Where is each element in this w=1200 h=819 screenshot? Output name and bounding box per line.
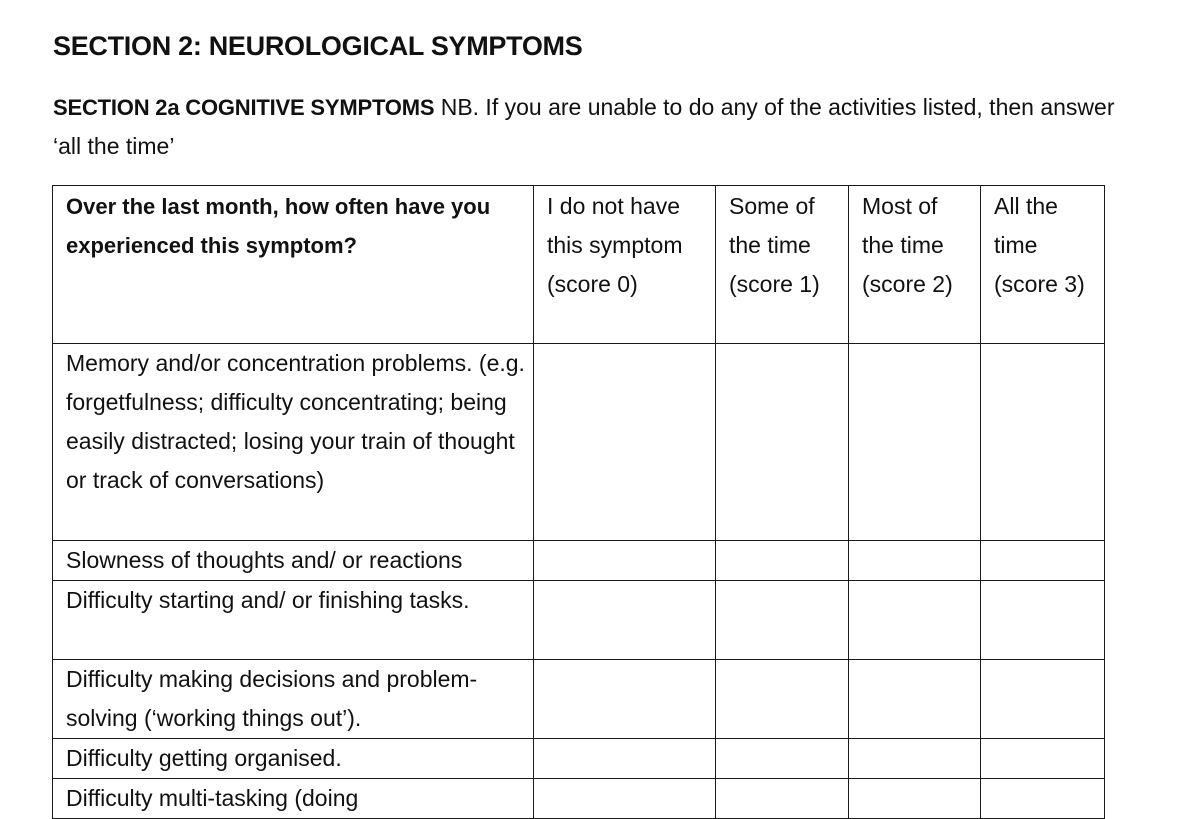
answer-cell-score-0[interactable] <box>534 581 716 660</box>
subsection-intro <box>53 88 1143 166</box>
answer-cell-score-3[interactable] <box>981 739 1105 779</box>
column-header-score-3: All the time (score 3) <box>981 186 1105 344</box>
table-row <box>53 779 1105 819</box>
answer-cell-score-0[interactable] <box>534 541 716 581</box>
column-header-score-1: Some of the time (score 1) <box>716 186 849 344</box>
symptom-label: Difficulty getting organised. <box>53 739 534 779</box>
answer-cell-score-3[interactable] <box>981 660 1105 739</box>
answer-cell-score-0[interactable] <box>534 660 716 739</box>
answer-cell-score-2[interactable] <box>849 660 981 739</box>
answer-cell-score-3[interactable] <box>981 779 1105 819</box>
section-title: SECTION 2: NEUROLOGICAL SYMPTOMS <box>53 31 583 61</box>
table-row <box>53 541 1105 581</box>
answer-cell-score-1[interactable] <box>716 779 849 819</box>
column-header-score-0: I do not have this symptom (score 0) <box>534 186 716 344</box>
subsection-heading: SECTION 2a COGNITIVE SYMPTOMS <box>53 95 435 120</box>
table-row <box>53 660 1105 739</box>
answer-cell-score-3[interactable] <box>981 344 1105 541</box>
symptom-label: Difficulty starting and/ or finishing tasks. <box>53 581 534 660</box>
answer-cell-score-1[interactable] <box>716 739 849 779</box>
symptom-label: Difficulty multi-tasking (doing <box>53 779 534 819</box>
answer-cell-score-3[interactable] <box>981 581 1105 660</box>
answer-cell-score-2[interactable] <box>849 541 981 581</box>
question-header: Over the last month, how often have you experienced this symptom? <box>53 186 534 344</box>
symptom-label: Memory and/or concentration problems. (e.g. forgetfulness; difficulty concentrating; being easily distracted; losing your train of thought or track of conversations) <box>53 344 534 541</box>
table-row <box>53 739 1105 779</box>
table-header-row <box>53 186 1105 344</box>
answer-cell-score-2[interactable] <box>849 739 981 779</box>
answer-cell-score-0[interactable] <box>534 344 716 541</box>
table-row <box>53 581 1105 660</box>
answer-cell-score-3[interactable] <box>981 541 1105 581</box>
answer-cell-score-1[interactable] <box>716 541 849 581</box>
answer-cell-score-1[interactable] <box>716 581 849 660</box>
symptoms-table <box>52 185 1105 819</box>
answer-cell-score-2[interactable] <box>849 344 981 541</box>
answer-cell-score-2[interactable] <box>849 779 981 819</box>
answer-cell-score-0[interactable] <box>534 779 716 819</box>
answer-cell-score-1[interactable] <box>716 660 849 739</box>
answer-cell-score-1[interactable] <box>716 344 849 541</box>
symptom-label: Difficulty making decisions and problem-solving (‘working things out’). <box>53 660 534 739</box>
symptom-label: Slowness of thoughts and/ or reactions <box>53 541 534 581</box>
answer-cell-score-2[interactable] <box>849 581 981 660</box>
column-header-score-2: Most of the time (score 2) <box>849 186 981 344</box>
table-row <box>53 344 1105 541</box>
answer-cell-score-0[interactable] <box>534 739 716 779</box>
subsection-note: NB. If you are unable to do any of the activities listed, then answer ‘all the time’ <box>53 94 1115 159</box>
